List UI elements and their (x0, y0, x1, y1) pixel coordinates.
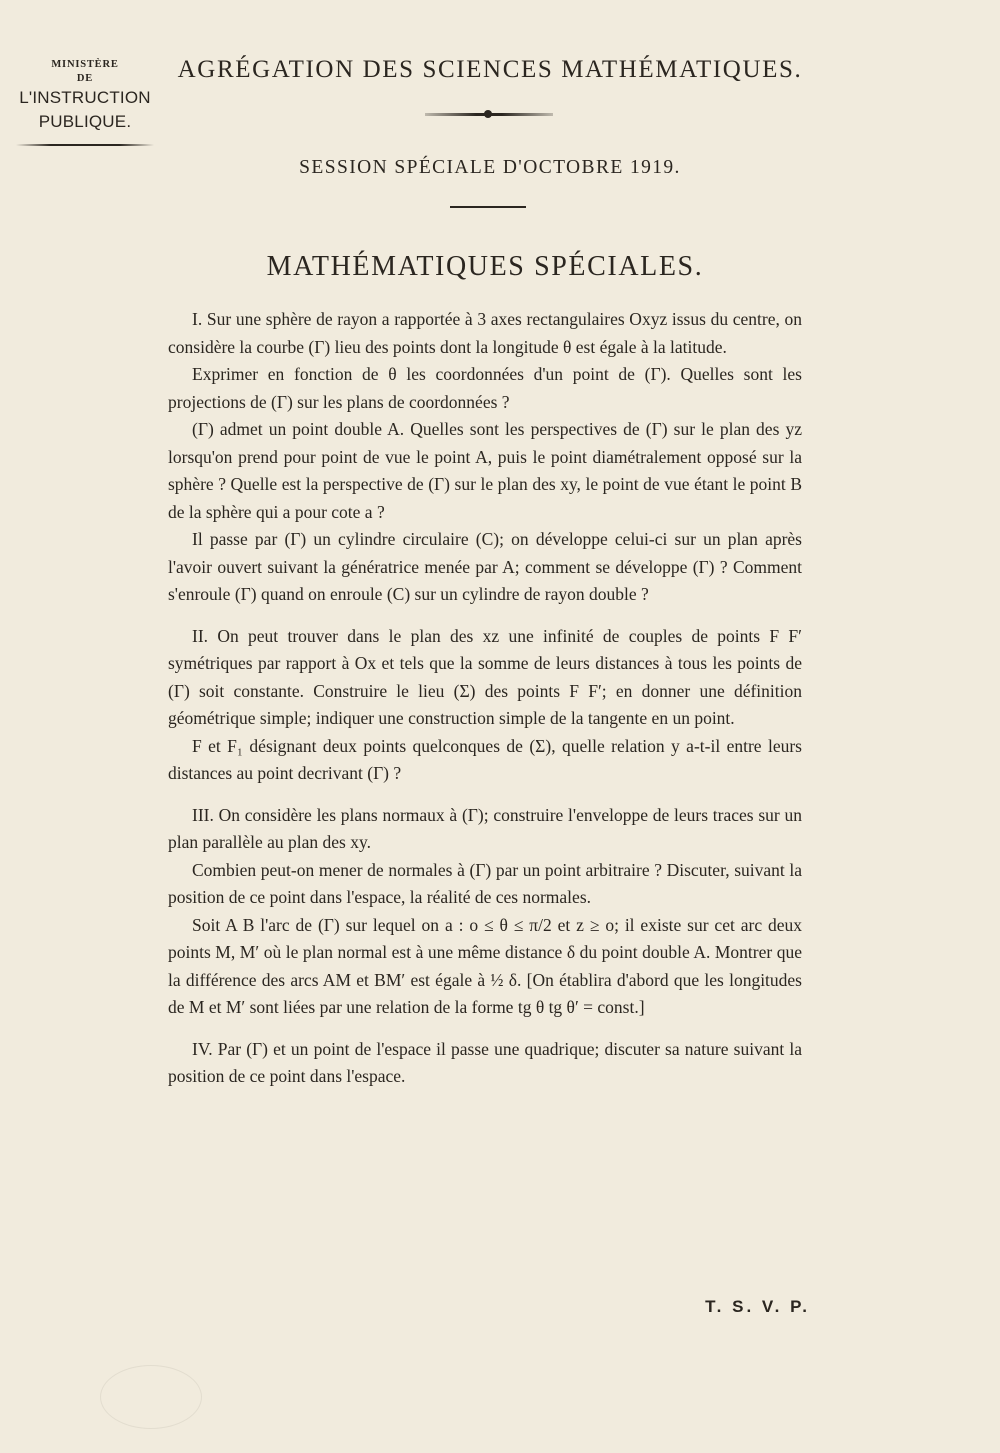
title-ornament (425, 113, 553, 116)
paragraph-1: I. Sur une sphère de rayon a rapportée à 3 axes rectangulaires Oxyz issus du centre, on considère la courbe (Γ) lieu des points dont la longitude θ est égale à la latitude. (168, 309, 802, 357)
faded-stamp (100, 1365, 202, 1429)
paragraph-2: Exprimer en fonction de θ les coordonnées d'un point de (Γ). Quelles sont les projections de (Γ) sur les plans de coordonnées ? (168, 364, 802, 412)
paragraph-5: II. On peut trouver dans le plan des xz une infinité de couples de points F F′ symétriques par rapport à Ox et tels que la somme de leurs distances à tous les points de (Γ) soit constante. Construire le lieu (Σ) des points F F′; en donner une définition géométrique simple; indiquer une construction simple de la tangente en un point. (168, 625, 802, 728)
paragraph-7: III. On considère les plans normaux à (Γ); construire l'enveloppe de leurs traces sur un plan parallèle au plan des xy. (168, 804, 802, 852)
paragraph-10: IV. Par (Γ) et un point de l'espace il passe une quadrique; discuter sa nature suivant la position de ce point dans l'espace. (168, 1038, 802, 1086)
ministry-line-3: L'INSTRUCTION (19, 88, 151, 107)
paragraph-9: Soit A B l'arc de (Γ) sur lequel on a : o ≤ θ ≤ π/2 et z ≥ o; il existe sur cet arc deux points M, M′ où le plan normal est à une même distance δ du point double A. Montrer que la différence des arcs AM et BM′ est égale à ½ δ. [On établira d'abord que les longitudes de M et M′ sont liées par une relation de la forme tg θ tg θ′ = const.] (168, 914, 802, 1017)
ministry-line-2: DE (76, 73, 94, 84)
ministry-line-4: PUBLIQUE. (38, 112, 132, 131)
paragraph-6: F et F₁ désignant deux points quelconques de (Σ), quelle relation y a-t-il entre leurs distances au point decrivant (Γ) ? (168, 735, 802, 783)
subject-heading: MATHÉMATIQUES SPÉCIALES. (266, 251, 704, 282)
turn-over-note: T. S. V. P. (705, 1297, 810, 1316)
session-heading: SESSION SPÉCIALE D'OCTOBRE 1919. (299, 157, 681, 178)
exam-title: AGRÉGATION DES SCIENCES MATHÉMATIQUES. (177, 56, 803, 83)
ministry-block (10, 58, 160, 146)
paragraph-3: (Γ) admet un point double A. Quelles sont les perspectives de (Γ) sur le plan des yz lorsqu'on prend pour point de vue le point A, puis le point diamétralement opposé sur la sphère ? Quelle est la perspective de (Γ) sur le plan des xy, le point de vue étant le point B de la sphère qui a pour cote a ? (168, 419, 802, 522)
paragraph-8: Combien peut-on mener de normales à (Γ) par un point arbitraire ? Discuter, suivant la position de ce point dans l'espace, la réalité de ces normales. (168, 859, 802, 907)
paragraph-4: Il passe par (Γ) un cylindre circulaire (C); on développe celui-ci sur un plan après l'avoir ouvert suivant la génératrice menée par A; comment se développe (Γ) ? Comment s'enroule (Γ) quand on enroule (C) sur un cylindre de rayon double ? (168, 529, 802, 604)
ministry-line-1: MINISTÈRE (51, 59, 119, 70)
session-rule (450, 206, 526, 208)
ministry-rule (16, 144, 154, 146)
exam-body (168, 306, 802, 1091)
